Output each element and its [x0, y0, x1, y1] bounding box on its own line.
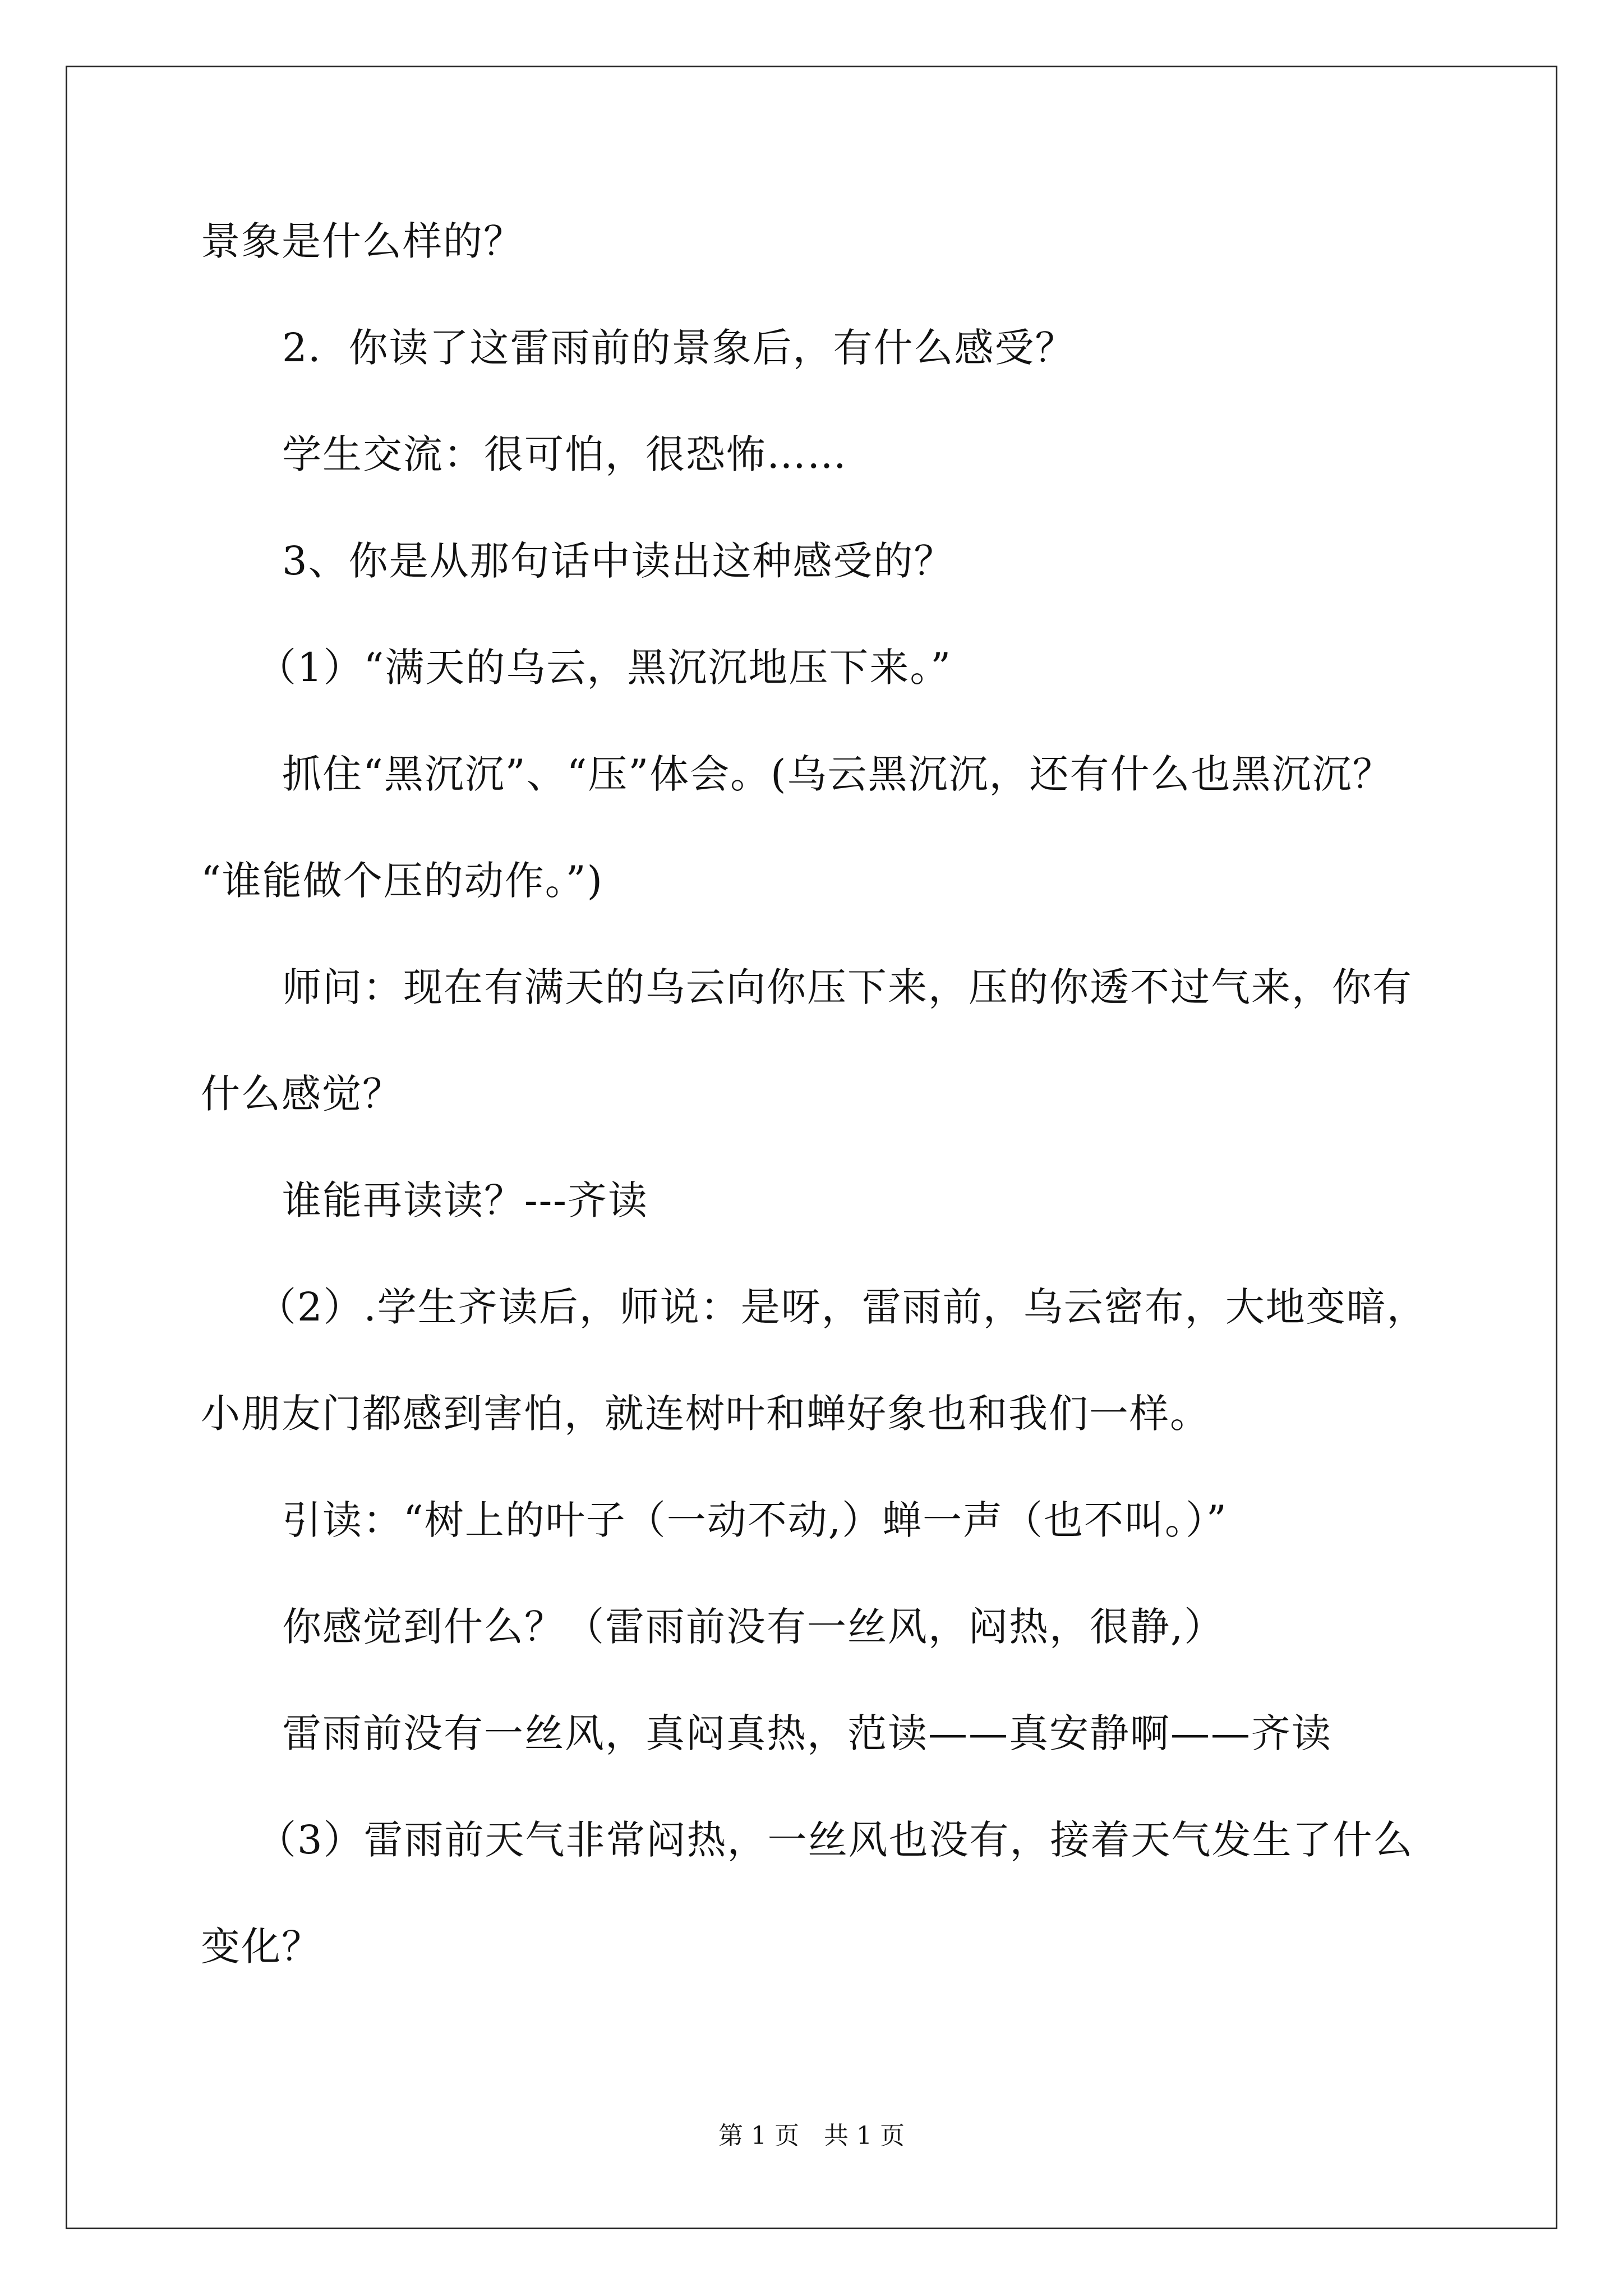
page-border: [66, 66, 1557, 2229]
text-line: 你感觉到什么？（雷雨前没有一丝风，闷热，很静,）: [282, 1604, 1225, 1650]
text-line: 2．你读了这雷雨前的景象后，有什么感受？: [282, 325, 1076, 371]
text-line: 学生交流：很可怕，很恐怖……: [282, 431, 847, 477]
text-line: 3、你是从那句话中读出这种感受的？: [282, 538, 955, 584]
text-line: 师问：现在有满天的乌云向你压下来，压的你透不过气来，你有: [282, 964, 1413, 1010]
page-footer: 第 1 页 共 1 页: [718, 2122, 905, 2150]
text-line: 雷雨前没有一丝风，真闷真热，范读——真安静啊——齐读: [282, 1710, 1332, 1756]
text-line: （2）.学生齐读后，师说：是呀，雷雨前，乌云密布，大地变暗，: [257, 1284, 1427, 1330]
text-line: 小朋友门都感到害怕，就连树叶和蝉好象也和我们一样。: [201, 1391, 1210, 1437]
text-line: 谁能再读读？---齐读: [282, 1177, 648, 1223]
text-line: 什么感觉？: [201, 1071, 403, 1117]
text-line: 景象是什么样的？: [201, 218, 524, 264]
text-line: 抓住“黑沉沉”、“压”体会。(乌云黑沉沉，还有什么也黑沉沉？: [282, 751, 1393, 797]
text-line: “谁能做个压的动作。”): [201, 858, 603, 904]
text-line: 变化？: [201, 1924, 322, 1970]
text-line: （3）雷雨前天气非常闷热，一丝风也没有，接着天气发生了什么: [257, 1817, 1414, 1863]
text-line: 引读：“树上的叶子（一动不动,）蝉一声（也不叫。）”: [282, 1497, 1228, 1543]
text-line: （1）“满天的乌云，黑沉沉地压下来。”: [257, 645, 952, 691]
